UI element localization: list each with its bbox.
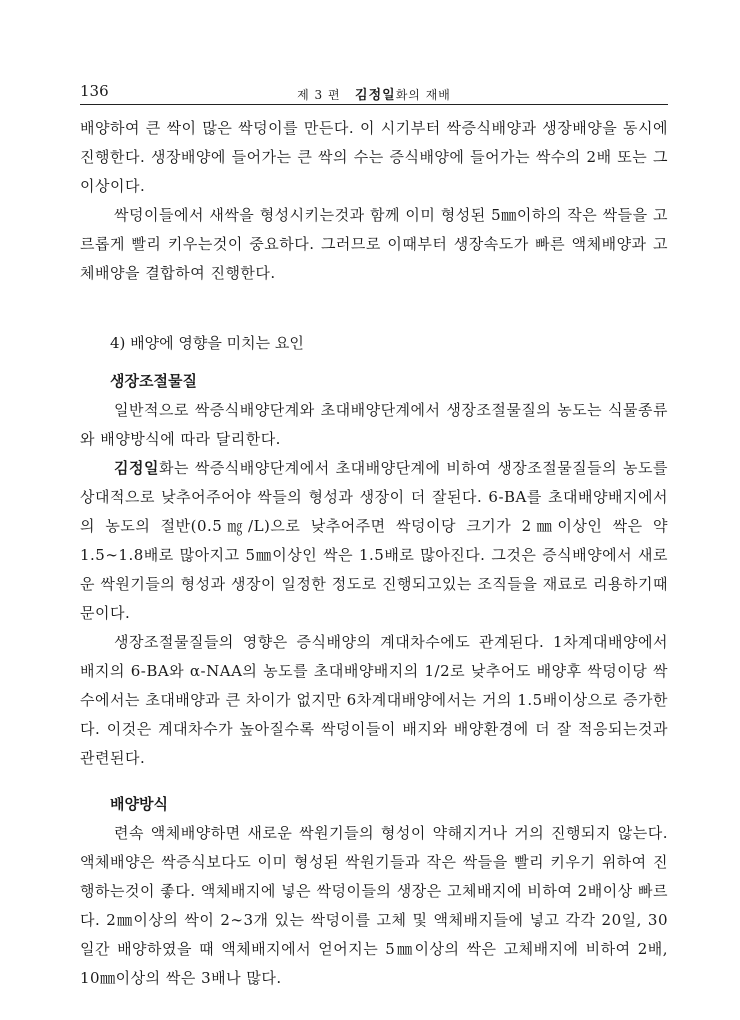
section-heading: 4) 배양에 영향을 미치는 요인 [110, 334, 304, 352]
title-bold: 김정일 [355, 88, 396, 103]
part-label: 제 3 편 [297, 88, 341, 102]
page-body [80, 114, 668, 993]
running-title [80, 84, 668, 103]
kimjongilia-bold: 김정일 [114, 459, 159, 477]
blank-line [80, 288, 668, 317]
paragraph: 싹덩이들에서 새싹을 형성시키는것과 함께 이미 형성된 5㎜이하의 작은 싹들을 고르롭게 빨리 키우는것이 중요하다. 그러므로 이때부터 생장속도가 빠른 액체배양과 고체배양을 결합하여 진행한다. [80, 206, 668, 282]
paragraph [80, 454, 668, 628]
running-header [80, 82, 668, 105]
paragraph: 생장조절물질들의 영향은 증식배양의 계대차수에도 관계된다. 1차계대배양에서 배지의 6-BA와 α-NAA의 농도를 초대배양배지의 1/2로 낮추어도 배양후 싹덩이당 싹수에서는 초대배양과 큰 차이가 없지만 6차계대배양에서는 거의 1.5배이상으로 증가한다. 이것은 계대차수가 높아질수록 싹덩이들이 배지와 배양환경에 더 잘 적응되는것과 관련된다. [80, 633, 668, 767]
page-number: 136 [80, 82, 109, 100]
spacer [80, 773, 668, 781]
paragraph-text: 화는 싹증식배양단계에서 초대배양단계에 비하여 생장조절물질들의 농도를 상대적으로 낮추어주어야 싹들의 형성과 생장이 더 잘된다. 6-BA를 초대배양배지에서의 농도의 절반(0.5㎎/L)으로 낮추어주면 싹덩이당 크기가 2㎜이상인 싹은 약 1.5∼1.8배로 많아지고 5㎜이상인 싹은 1.5배로 많아진다. 그것은 증식배양에서 새로운 싹원기들의 형성과 생장이 일정한 정도로 진행되고있는 조직들을 재료로 리용하기때문이다. [80, 459, 668, 622]
paragraph: 일반적으로 싹증식배양단계와 초대배양단계에서 생장조절물질의 농도는 식물종류와 배양방식에 따라 달리한다. [80, 401, 668, 448]
title-rest: 화의 재배 [395, 88, 451, 102]
subheading-growth-regulators: 생장조절물질 [110, 372, 197, 390]
paragraph: 련속 액체배양하면 새로운 싹원기들의 형성이 약해지거나 거의 진행되지 않는다. 액체배양은 싹증식보다도 이미 형성된 싹원기들과 작은 싹들을 빨리 키우기 위하여 진행하는것이 좋다. 액체배지에 넣은 싹덩이들의 생장은 고체배지에 비하여 2배이상 빠르다. 2㎜이상의 싹이 2∼3개 있는 싹덩이를 고체 및 액체배지들에 넣고 각각 20일, 30일간 배양하였을 때 액체배지에서 얻어지는 5㎜이상의 싹은 고체배지에 비하여 2배, 10㎜이상의 싹은 3배나 많다. [80, 824, 668, 987]
paragraph: 배양하여 큰 싹이 많은 싹덩이를 만든다. 이 시기부터 싹증식배양과 생장배양을 동시에 진행한다. 생장배양에 들어가는 큰 싹의 수는 증식배양에 들어가는 싹수의 2배 또는 그 이상이다. [80, 119, 668, 195]
subheading-culture-method: 배양방식 [110, 795, 168, 813]
